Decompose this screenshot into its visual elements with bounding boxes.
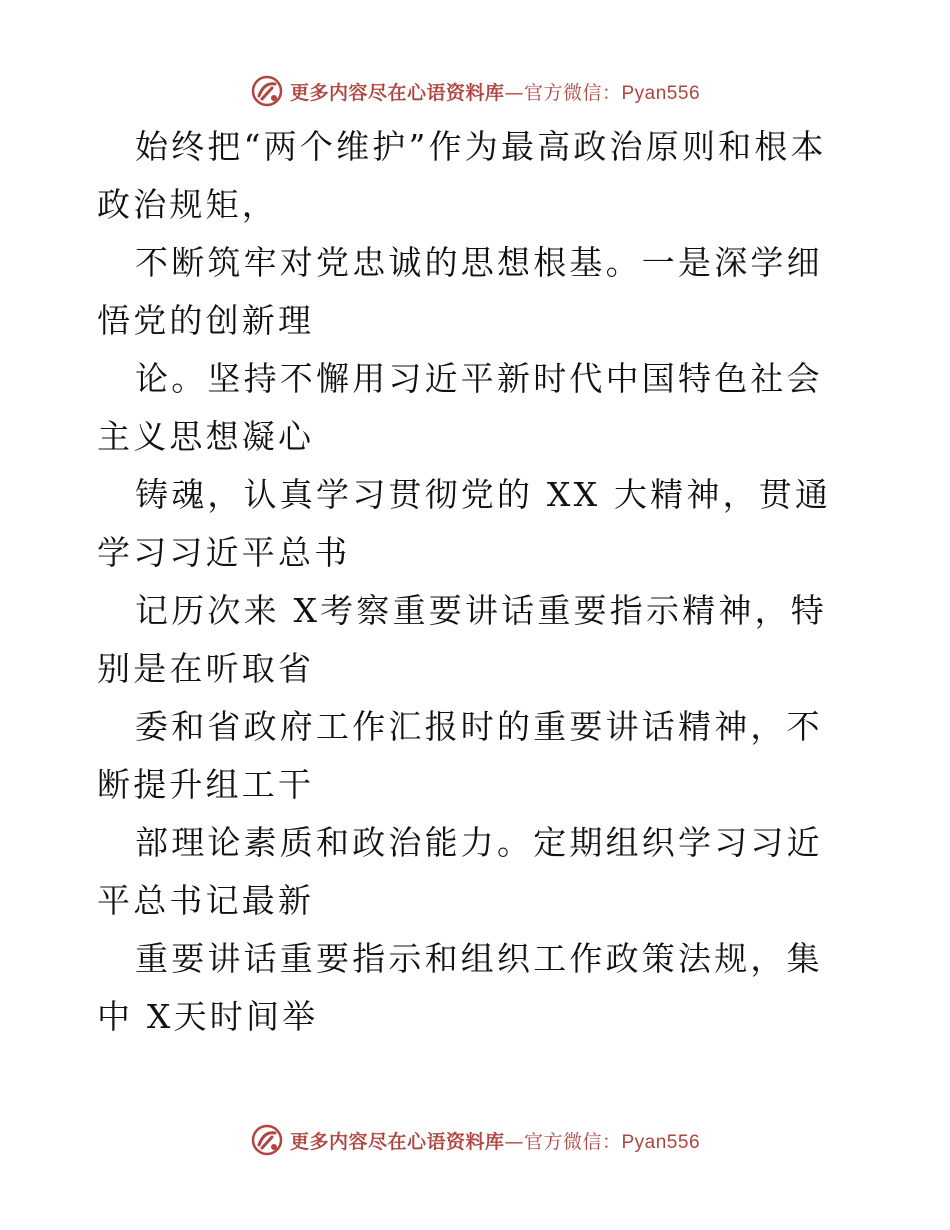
paragraph: 部理论素质和政治能力。定期组织学习习近平总书记最新: [97, 823, 823, 920]
footer-banner-sep: —: [504, 1130, 524, 1153]
paragraph: 委和省政府工作汇报时的重要讲话精神，不断提升组工干: [97, 707, 823, 804]
document-body: [97, 118, 857, 1046]
paragraph: 不断筑牢对党忠诚的思想根基。一是深学细悟党的创新理: [97, 243, 823, 340]
brand-logo-icon: [250, 1123, 284, 1157]
paragraph: 记历次来 X考察重要讲话重要指示精神，特别是在听取省: [97, 591, 827, 688]
header-banner-sep: —: [504, 81, 524, 104]
header-banner-handle: Pyan556: [621, 82, 701, 104]
footer-banner-lead: 更多内容尽在心语资料库: [289, 1130, 505, 1153]
footer-banner: [0, 1118, 950, 1162]
header-banner-tail: 官方微信：: [523, 81, 622, 104]
paragraph: 铸魂，认真学习贯彻党的 XX 大精神，贯通学习习近平总书: [97, 475, 832, 572]
footer-banner-text: [290, 1127, 700, 1154]
brand-logo-icon: [250, 74, 284, 108]
header-banner-lead: 更多内容尽在心语资料库: [289, 81, 505, 104]
paragraph: 重要讲话重要指示和组织工作政策法规，集中 X天时间举: [97, 939, 823, 1036]
paragraph: 论。坚持不懈用习近平新时代中国特色社会主义思想凝心: [97, 359, 823, 456]
paragraph: 始终把“两个维护”作为最高政治原则和根本政治规矩，: [97, 127, 827, 224]
header-banner: [0, 69, 950, 113]
footer-banner-tail: 官方微信：: [523, 1130, 622, 1153]
header-banner-text: [290, 78, 700, 105]
footer-banner-handle: Pyan556: [621, 1131, 701, 1153]
